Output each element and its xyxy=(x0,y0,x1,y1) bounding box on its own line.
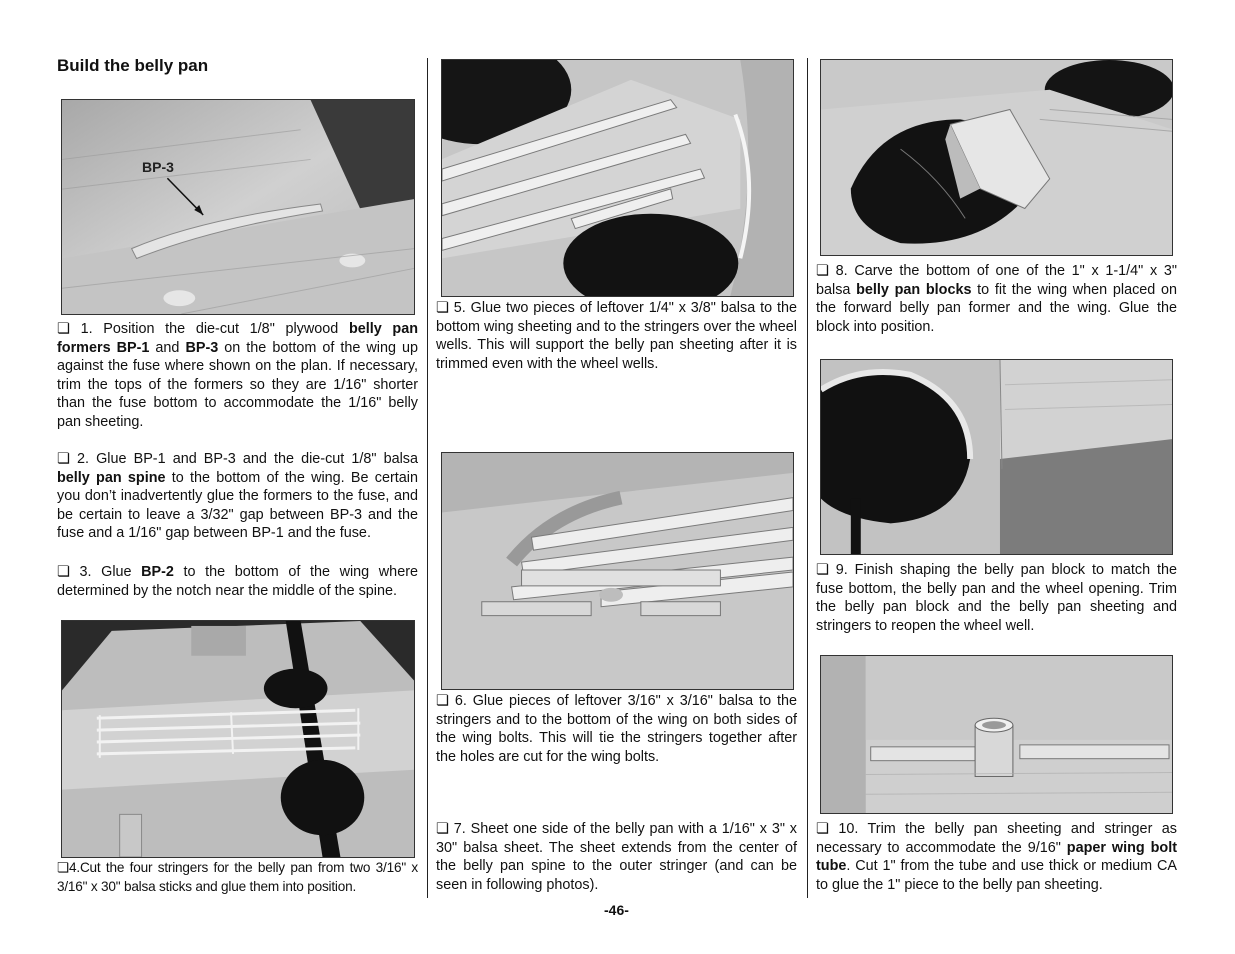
checkbox-icon: ❏ xyxy=(816,821,829,837)
step-text: Glue two pieces of leftover 1/4" x 3/8" balsa to the bottom wing sheeting and to the stringers over the wheel wells. This will support the belly pan sheeting after it is trimmed even with the wheel wells. xyxy=(436,300,797,372)
step-number: 6. xyxy=(448,693,467,709)
step-text: Carve the bottom of one of the 1" x 1-1/4" x 3" balsa xyxy=(816,263,1178,298)
step-8 xyxy=(816,262,1177,336)
checkbox-icon: ❏ xyxy=(57,564,70,580)
photo-label-bp3: BP-3 xyxy=(142,159,174,175)
step-number: 8. xyxy=(828,263,848,279)
step-10 xyxy=(816,820,1177,894)
step-number: 9. xyxy=(828,562,848,578)
step-7 xyxy=(436,820,797,894)
step-text: Glue BP-1 and BP-3 and the die-cut 1/8" balsa xyxy=(89,451,419,467)
step-text: Glue xyxy=(91,564,142,580)
step-number: 2. xyxy=(69,451,90,467)
checkbox-icon: ❏ xyxy=(436,300,449,316)
checkbox-icon: ❏ xyxy=(436,693,449,709)
step-text: Glue pieces of leftover 3/16" x 3/16" balsa to the stringers and to the bottom of the wing on both sides of the wing bolts. This will tie the stringers together after the holes are cut for the wing bolts. xyxy=(436,693,797,765)
part-name: paper wing bolt tube xyxy=(816,839,1178,875)
photo-belly-pan-block xyxy=(820,59,1173,256)
page-number: -46- xyxy=(604,902,629,918)
step-text: Finish shaping the belly pan block to match the fuse bottom, the belly pan and the wheel opening. Trim the belly pan block and the belly pan sheeting and stringers to reopen the wheel well. xyxy=(816,562,1177,634)
step-text: and xyxy=(149,339,186,356)
step-text: Cut the four stringers for the belly pan from two 3/16" x 3/16" x 30" balsa sticks and glue them into position. xyxy=(57,860,418,894)
checkbox-icon: ❏ xyxy=(57,451,70,467)
step-number: 4. xyxy=(69,860,80,875)
step-3 xyxy=(57,563,418,600)
step-4 xyxy=(57,859,418,896)
photo-shaped-block xyxy=(820,359,1173,555)
step-5 xyxy=(436,299,797,373)
step-text: . Cut 1" from the tube and use thick or medium CA to glue the 1" piece to the belly pan sheeting. xyxy=(816,858,1177,893)
checkbox-icon: ❏ xyxy=(57,860,69,875)
checkbox-icon: ❏ xyxy=(436,821,449,837)
step-1 xyxy=(57,320,418,432)
checkbox-icon: ❏ xyxy=(816,562,829,578)
step-number: 5. xyxy=(448,300,466,316)
part-name: BP-3 xyxy=(185,339,219,356)
part-name: BP-2 xyxy=(141,564,174,580)
step-number: 1. xyxy=(69,321,93,337)
checkbox-icon: ❏ xyxy=(816,263,829,279)
part-name: belly pan formers BP-1 xyxy=(57,321,419,356)
photo-stringers xyxy=(61,620,415,858)
part-name: belly pan blocks xyxy=(856,281,972,298)
part-name: belly pan spine xyxy=(57,469,166,486)
column-divider-left xyxy=(427,58,428,898)
column-divider-right xyxy=(807,58,808,898)
step-2 xyxy=(57,450,418,543)
step-text: to fit the wing when placed on the forward belly pan former and the wing. Glue the block into position. xyxy=(816,281,1177,335)
step-text: Trim the belly pan sheeting and stringer as necessary to accommodate the 9/16" xyxy=(816,821,1177,856)
step-9 xyxy=(816,561,1177,635)
step-text: Position the die-cut 1/8" plywood xyxy=(92,321,349,337)
step-text: to the bottom of the wing where determined by the notch near the middle of the spine. xyxy=(57,564,418,599)
step-text: on the bottom of the wing up against the fuse where shown on the plan. If necessary, trim the tops of the formers so they are 1/16" shorter than the fuse bottom to accommodate the 1/16" belly pan sheeting. xyxy=(57,339,418,430)
photo-wing-bolt-tube xyxy=(820,655,1173,814)
step-text: to the bottom of the wing. Be certain you don’t inadvertently glue the formers to the fuse, and be certain to leave a 3/32" gap between BP-3 and the fuse and a 1/16" gap between BP-1 and the fuse. xyxy=(57,469,418,542)
step-6 xyxy=(436,692,797,766)
photo-wheel-well-supports xyxy=(441,59,794,297)
step-number: 3. xyxy=(69,564,92,580)
step-number: 7. xyxy=(448,821,466,837)
checkbox-icon: ❏ xyxy=(57,321,70,337)
page-title: Build the belly pan xyxy=(57,56,209,75)
photo-bp3-former xyxy=(61,99,415,315)
step-number: 10. xyxy=(828,821,859,837)
step-text: Sheet one side of the belly pan with a 1/16" x 3" x 30" balsa sheet. The sheet extends from the center of the belly pan spine to the outer stringer (and can be seen in following photos). xyxy=(436,821,798,893)
photo-wing-bolt-blocks xyxy=(441,452,794,690)
